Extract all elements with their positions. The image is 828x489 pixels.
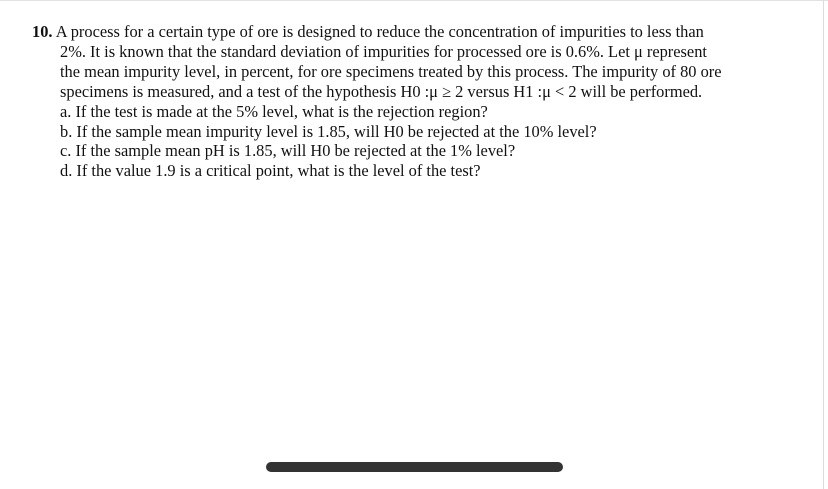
question-stem-line-3: the mean impurity level, in percent, for ore specimens treated by this process. The impurity of 80 ore xyxy=(60,61,722,81)
question-parts xyxy=(32,102,772,182)
question-part-b: b. If the sample mean impurity level is 1.85, will H0 be rejected at the 10% level? xyxy=(60,121,597,141)
question-stem-line-4: specimens is measured, and a test of the hypothesis H0 :μ ≥ 2 versus H1 :μ < 2 will be performed. xyxy=(60,81,703,101)
question-part-d: d. If the value 1.9 is a critical point, what is the level of the test? xyxy=(60,161,481,181)
question-line-1 xyxy=(32,22,772,42)
right-divider xyxy=(823,0,824,489)
top-divider xyxy=(0,0,828,1)
question-stem-line-2: 2%. It is known that the standard deviation of impurities for processed ore is 0.6%. Let μ represent xyxy=(60,41,707,61)
question-number: 10. xyxy=(32,22,53,41)
home-indicator[interactable] xyxy=(266,462,563,472)
question-part-a: a. If the test is made at the 5% level, what is the rejection region? xyxy=(60,101,488,121)
question-10 xyxy=(32,22,772,181)
question-part-c: c. If the sample mean pH is 1.85, will H0 be rejected at the 1% level? xyxy=(60,141,516,161)
question-stem-line-1: A process for a certain type of ore is designed to reduce the concentration of impurities to less than xyxy=(55,22,704,41)
